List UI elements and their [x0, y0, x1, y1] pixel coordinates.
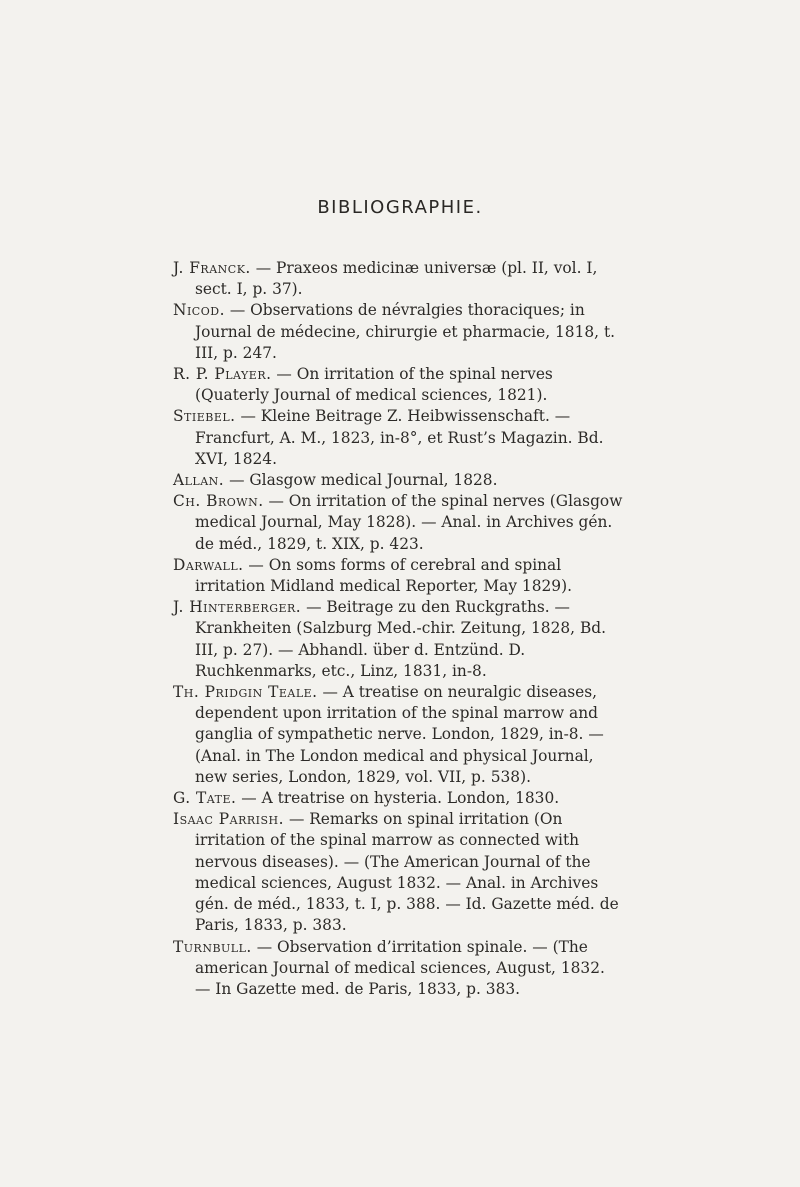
entry-text: — Observation d’irritation spinale. — (The american Journal of medical sciences, August, 1832. — In Gazette med. de Paris, 1833, p. 383.: [195, 937, 605, 998]
entry-text: — On irritation of the spinal nerves (Glasgow medical Journal, May 1828). — Anal. in Archives gén. de méd., 1829, t. XIX, p. 423.: [195, 492, 623, 553]
bibliography-entry: [173, 555, 625, 597]
entry-text: — Kleine Beitrage Z. Heibwissenschaft. — Francfurt, A. M., 1823, in-8°, et Rust’s Magazin. Bd. XVI, 1824.: [195, 407, 604, 468]
entry-text: — Beitrage zu den Ruckgraths. — Krankheiten (Salzburg Med.-chir. Zeitung, 1828, Bd. III, p. 27). — Abhandl. über d. Entzünd. D. Ruchkenmarks, etc., Linz, 1831, in-8.: [195, 598, 607, 680]
bibliography-entry: [173, 937, 625, 1001]
entry-text: — A treatrise on hysteria. London, 1830.: [236, 789, 560, 808]
entry-author: R. P. Player.: [173, 365, 272, 384]
bibliography-entry: [173, 682, 625, 788]
bibliography-list: [173, 258, 625, 1000]
entry-text: — Praxeos medicinæ universæ (pl. II, vol. I, sect. I, p. 37).: [195, 259, 598, 299]
entry-text: — On soms forms of cerebral and spinal irritation Midland medical Reporter, May 1829).: [195, 555, 572, 596]
bibliography-entry: [173, 364, 625, 406]
bibliography-entry: [173, 809, 625, 936]
entry-text: — A treatise on neuralgic diseases, dependent upon irritation of the spinal marrow and ganglia of sympathetic nerve. London, 1829, in-8. — (Anal. in The London medical and physical Journal, new series, London, 1829, vol. VII, p. 538).: [195, 683, 604, 786]
entry-author: Isaac Parrish.: [173, 810, 285, 829]
bibliography-entry: [173, 788, 625, 809]
entry-author: J. Franck.: [173, 259, 251, 277]
bibliography-entry: [173, 470, 625, 491]
bibliography-entry: [173, 300, 625, 364]
entry-author: Nicod.: [173, 301, 225, 320]
page-heading: BIBLIOGRAPHIE.: [317, 197, 483, 218]
bibliography-entry: [173, 406, 625, 470]
entry-author: Th. Pridgin Teale.: [173, 683, 318, 702]
bibliography-entry: [173, 258, 625, 300]
entry-text: — On irritation of the spinal nerves (Quaterly Journal of medical sciences, 1821).: [195, 365, 553, 405]
entry-author: Ch. Brown.: [173, 492, 264, 511]
entry-author: Darwall.: [173, 555, 244, 574]
entry-author: Allan.: [173, 471, 225, 490]
bibliography-entry: [173, 491, 625, 555]
entry-text: — Remarks on spinal irritation (On irritation of the spinal marrow as connected with nervous diseases). — (The American Journal of the medical sciences, August 1832. — Anal. in Archives gén. de méd., 1833, t. I, p. 388. — Id. Gazette méd. de Paris, 1833, p. 383.: [195, 810, 619, 935]
entry-author: Stiebel.: [173, 407, 236, 426]
entry-author: J. Hinterberger.: [173, 598, 302, 617]
entry-text: — Glasgow medical Journal, 1828.: [224, 471, 498, 490]
entry-author: G. Tate.: [173, 789, 237, 808]
entry-text: — Observations de névralgies thoraciques; in Journal de médecine, chirurgie et pharmacie, 1818, t. III, p. 247.: [195, 301, 616, 362]
bibliography-entry: [173, 597, 625, 682]
entry-author: Turnbull.: [173, 937, 252, 956]
